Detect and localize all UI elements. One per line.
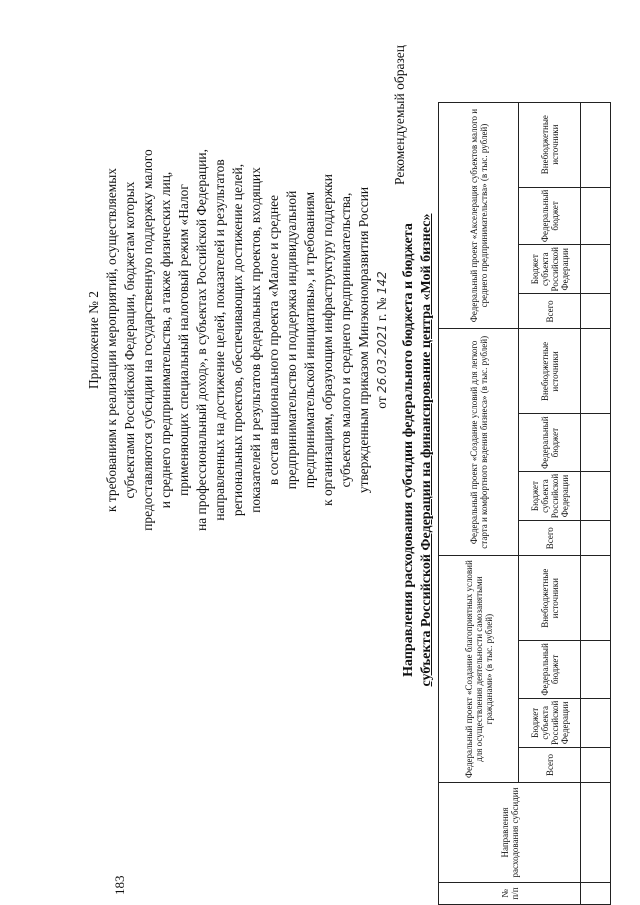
appendix-line: в состав национального проекта «Малое и среднее — [266, 195, 281, 486]
sub-header-total: Всего — [519, 748, 581, 783]
project-header: Федеральный проект «Акселерация субъектов малого и среднего предпринимательства» (в тыс. рублей) — [439, 102, 519, 329]
appendix-line: утвержденным приказом Минэкономразвития России — [356, 186, 371, 494]
col-direction-header: Направления расходования субсидии — [439, 783, 581, 883]
sub-header-total: Всего — [519, 294, 581, 329]
main-title-line: Направления расходования субсидии федерального бюджета и бюджета — [401, 223, 416, 677]
sub-header-regional-budget: Бюджет субъекта Российской Федерации — [519, 698, 581, 747]
handwritten-number: 142 — [375, 271, 389, 295]
sub-header-federal-budget: Федеральный бюджет — [519, 641, 581, 698]
appendix-title: Приложение № 2 — [86, 290, 101, 390]
sub-header-extrabudgetary: Внебюджетные источники — [519, 329, 581, 414]
sub-header-total: Всего — [519, 521, 581, 556]
number-prefix: г. № — [374, 297, 389, 321]
sub-header-regional-budget: Бюджет субъекта Российской Федерации — [519, 245, 581, 294]
date-prefix: от — [374, 396, 389, 409]
appendix-block — [85, 15, 391, 665]
main-title-line: субъекта Российской Федерации на финансирование центра «Мой бизнес» — [419, 213, 434, 687]
sub-header-federal-budget: Федеральный бюджет — [519, 414, 581, 471]
col-num-header: № п/п — [439, 883, 581, 905]
recommended-sample-label: Рекомендуемый образец — [392, 44, 407, 185]
appendix-line: предоставляются субсидии на государственную поддержку малого — [140, 149, 155, 531]
appendix-line: к организациям, образующим инфраструктуру поддержки — [320, 174, 335, 506]
appendix-line: направленных на достижение целей, показателей и результатов — [212, 159, 227, 521]
handwritten-date: 26.03.2021 — [375, 324, 389, 394]
sub-header-extrabudgetary: Внебюджетные источники — [519, 556, 581, 641]
appendix-line: и среднего предпринимательства, а также физических лиц, — [158, 171, 173, 509]
appendix-line: региональных проектов, обеспечивающих достижение целей, — [230, 163, 245, 517]
appendix-line: субъектов малого и среднего предпринимательства, — [338, 192, 353, 488]
page-number: 183 — [112, 875, 127, 895]
header-row-1 — [439, 102, 519, 904]
main-title — [400, 5, 436, 895]
sub-header-regional-budget: Бюджет субъекта Российской Федерации — [519, 471, 581, 520]
appendix-line: предпринимательской инициативы», и требованиям — [302, 191, 317, 489]
appendix-line: субъектами Российской Федерации, бюджетам которых — [122, 181, 137, 499]
project-header: Федеральный проект «Создание благоприятных условий для осуществления деятельности самозанятыми гражданами» (в тыс. рублей) — [439, 556, 519, 783]
appendix-line: показателей и результатов федеральных проектов, входящих — [248, 167, 263, 513]
appendix-line: на профессиональный доход», в субъектах Российской Федерации, — [194, 149, 209, 531]
subsidy-table — [438, 102, 611, 905]
appendix-line: применяющих специальный налоговый режим «Налог — [176, 184, 191, 496]
appendix-line: к требованиям к реализации мероприятий, осуществляемых — [104, 168, 119, 512]
sub-header-extrabudgetary: Внебюджетные источники — [519, 102, 581, 187]
table-row — [581, 102, 611, 904]
appendix-date-line — [373, 15, 391, 665]
project-header: Федеральный проект «Создание условий для легкого старта и комфортного ведения бизнеса» (в тыс. рублей) — [439, 329, 519, 556]
sub-header-federal-budget: Федеральный бюджет — [519, 187, 581, 244]
appendix-line: предпринимательство и поддержка индивидуальной — [284, 190, 299, 490]
